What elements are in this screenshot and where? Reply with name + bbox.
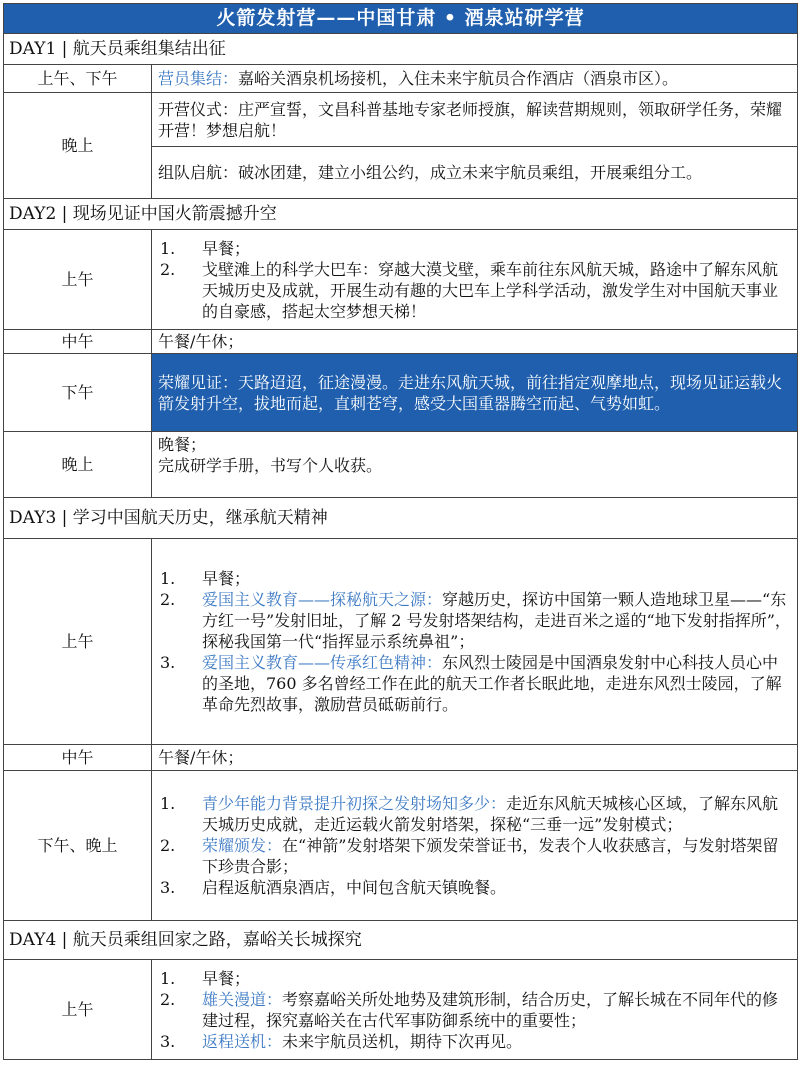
list-item <box>158 589 791 652</box>
session-content: 午餐/午休； <box>152 330 798 354</box>
item-text: 启程返航酒泉酒店，中间包含航天镇晚餐。 <box>202 878 507 897</box>
day-header: DAY3 | 学习中国航天历史，继承航天精神 <box>4 498 798 539</box>
session-content <box>152 960 798 1060</box>
session-content <box>152 354 798 432</box>
item-text: 走近东风航天城核心区域，了解东风航天城历史成就，走近运载火箭发射塔架，探秘“三垂一远”发射模式； <box>202 794 779 834</box>
highlight-text: 返程送机： <box>202 1031 283 1051</box>
list-item <box>158 1031 791 1052</box>
highlight-text: 青少年能力背景提升初探之发射场知多少： <box>202 794 507 813</box>
session-row <box>4 539 798 745</box>
item-text: 未来宇航员送机，期待下次再见。 <box>282 1031 523 1051</box>
list-item <box>158 835 791 877</box>
item-number: 2. <box>160 590 176 609</box>
session-time: 晚上 <box>4 93 152 199</box>
day-header: DAY1 | 航天员乘组集结出征 <box>4 34 798 65</box>
item-text: 穿越历史，探访中国第一颗人造地球卫星——“东方红一号”发射旧址，了解 2 号发射塔架结构，走进百米之遥的“地下发射指挥所”，探秘我国第一代“指挥显示系统鼻祖”； <box>202 590 791 651</box>
session-time: 上午、下午 <box>4 65 152 93</box>
highlight-text: 荣耀颁发： <box>202 836 283 855</box>
day-header-row <box>4 34 798 65</box>
item-text: 早餐； <box>202 569 251 588</box>
item-text: 东风烈士陵园是中国酒泉发射中心科技人员心中的圣地，760 多名曾经工作在此的航天工作者长眠此地，走进东风烈士陵园，了解革命先烈故事，激励营员砥砺前行。 <box>202 653 782 714</box>
itinerary-table <box>3 3 798 1060</box>
item-text: 开营仪式：庄严宣誓，文昌科普基地专家老师授旗，解读营期规则，领取研学任务，荣耀开营！梦想启航！ <box>158 99 783 140</box>
list-item <box>158 989 791 1031</box>
session-time: 中午 <box>4 745 152 771</box>
item-text: 组队启航：破冰团建，建立小组公约，成立未来宇航员乘组，开展乘组分工。 <box>158 163 703 182</box>
highlight-text: 雄关漫道： <box>202 989 283 1009</box>
item-number: 3. <box>160 1031 176 1051</box>
item-text: 嘉峪关酒泉机场接机，入住未来宇航员合作酒店（酒泉市区）。 <box>238 69 679 88</box>
session-row <box>4 745 798 771</box>
list-item <box>158 652 791 715</box>
session-row <box>4 960 798 1060</box>
itinerary-document <box>3 3 797 1060</box>
session-row <box>4 93 798 147</box>
day-header: DAY4 | 航天员乘组回家之路，嘉峪关长城探究 <box>4 921 798 960</box>
item-text: 完成研学手册，书写个人收获。 <box>158 456 383 475</box>
item-number: 1. <box>160 794 176 813</box>
item-text: 早餐； <box>202 238 251 258</box>
session-time: 上午 <box>4 230 152 330</box>
numbered-list <box>158 968 791 1052</box>
list-item <box>158 793 791 835</box>
item-text: 戈壁滩上的科学大巴车：穿越大漠戈壁，乘车前往东风航天城，路途中了解东风航天城历史及成就，开展生动有趣的大巴车上学科学活动，激发学生对中国航天事业的自豪感，搭起太空梦想天梯！ <box>202 259 779 321</box>
numbered-list <box>158 793 791 898</box>
day-header: DAY2 | 现场见证中国火箭震撼升空 <box>4 199 798 230</box>
session-time: 中午 <box>4 330 152 354</box>
item-text: 考察嘉峪关所处地势及建筑形制，结合历史，了解长城在不同年代的修建过程，探究嘉峪关在古代军事防御系统中的重要性； <box>202 989 779 1030</box>
session-content <box>152 432 798 498</box>
item-text: 晚餐； <box>158 435 207 454</box>
item-text: 早餐； <box>202 968 251 988</box>
session-content <box>152 539 798 745</box>
session-content <box>152 65 798 93</box>
session-time: 下午 <box>4 354 152 432</box>
item-number: 2. <box>160 259 176 279</box>
document-title: 火箭发射营——中国甘肃 • 酒泉站研学营 <box>4 4 798 34</box>
session-row <box>4 771 798 921</box>
session-content <box>152 771 798 921</box>
item-text: 在“神箭”发射塔架下颁发荣誉证书，发表个人收获感言，与发射塔架留下珍贵合影； <box>202 836 779 876</box>
session-content <box>152 93 798 147</box>
session-row-highlighted <box>4 354 798 432</box>
item-number: 1. <box>160 569 176 588</box>
day-header-row <box>4 199 798 230</box>
item-number: 1. <box>160 968 176 988</box>
list-item <box>158 968 791 989</box>
session-row <box>4 65 798 93</box>
session-time: 上午 <box>4 539 152 745</box>
item-number: 2. <box>160 989 176 1009</box>
day-header-row <box>4 498 798 539</box>
numbered-list <box>158 568 791 715</box>
session-content <box>152 230 798 330</box>
item-number: 3. <box>160 653 176 672</box>
item-number: 1. <box>160 238 176 258</box>
day-header-row <box>4 921 798 960</box>
item-number: 2. <box>160 836 176 855</box>
session-row <box>4 432 798 498</box>
session-row <box>4 230 798 330</box>
session-row <box>4 330 798 354</box>
session-time: 晚上 <box>4 432 152 498</box>
session-time: 下午、晚上 <box>4 771 152 921</box>
list-item <box>158 259 791 322</box>
item-number: 3. <box>160 878 176 897</box>
session-content: 午餐/午休； <box>152 745 798 771</box>
list-item <box>158 568 791 589</box>
highlight-text: 荣耀见证： <box>158 372 239 392</box>
list-item <box>158 877 791 898</box>
session-time: 上午 <box>4 960 152 1060</box>
title-row <box>4 4 798 34</box>
list-item <box>158 238 791 259</box>
item-text: 天路迢迢，征途漫漫。走进东风航天城，前往指定观摩地点，现场见证运载火箭发射升空，拔地而起，直刺苍穹，感受大国重器腾空而起、气势如虹。 <box>158 372 783 413</box>
numbered-list <box>158 238 791 322</box>
highlight-text: 营员集结： <box>158 69 239 88</box>
highlight-text: 爱国主义教育——探秘航天之源： <box>202 590 443 609</box>
highlight-text: 爱国主义教育——传承红色精神： <box>202 653 443 672</box>
session-content <box>152 147 798 199</box>
